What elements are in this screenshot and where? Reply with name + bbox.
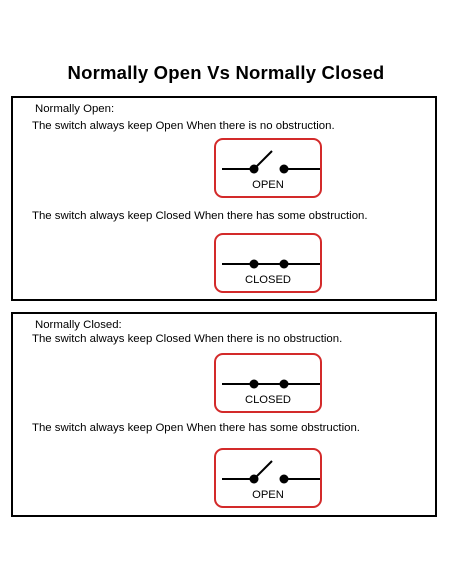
normally-open-panel [11,96,437,301]
closed-switch-box [214,353,322,413]
description-line: The switch always keep Closed When there has some obstruction. [32,210,368,222]
panel-heading: Normally Closed: [35,319,122,331]
panel-heading: Normally Open: [35,103,115,115]
normally-closed-panel [11,312,437,517]
switch-state-label: OPEN [252,489,284,501]
closed-switch-box [214,233,322,293]
description-line: The switch always keep Open When there has some obstruction. [32,422,360,434]
diagram-title: Normally Open Vs Normally Closed [67,62,385,83]
open-switch-box [214,138,322,198]
switch-state-label: OPEN [252,179,284,191]
description-line: The switch always keep Open When there is no obstruction. [32,120,335,132]
description-line: The switch always keep Closed When there is no obstruction. [32,333,343,345]
switch-state-label: CLOSED [244,394,291,406]
open-switch-box [214,448,322,508]
switch-state-label: CLOSED [244,274,291,286]
